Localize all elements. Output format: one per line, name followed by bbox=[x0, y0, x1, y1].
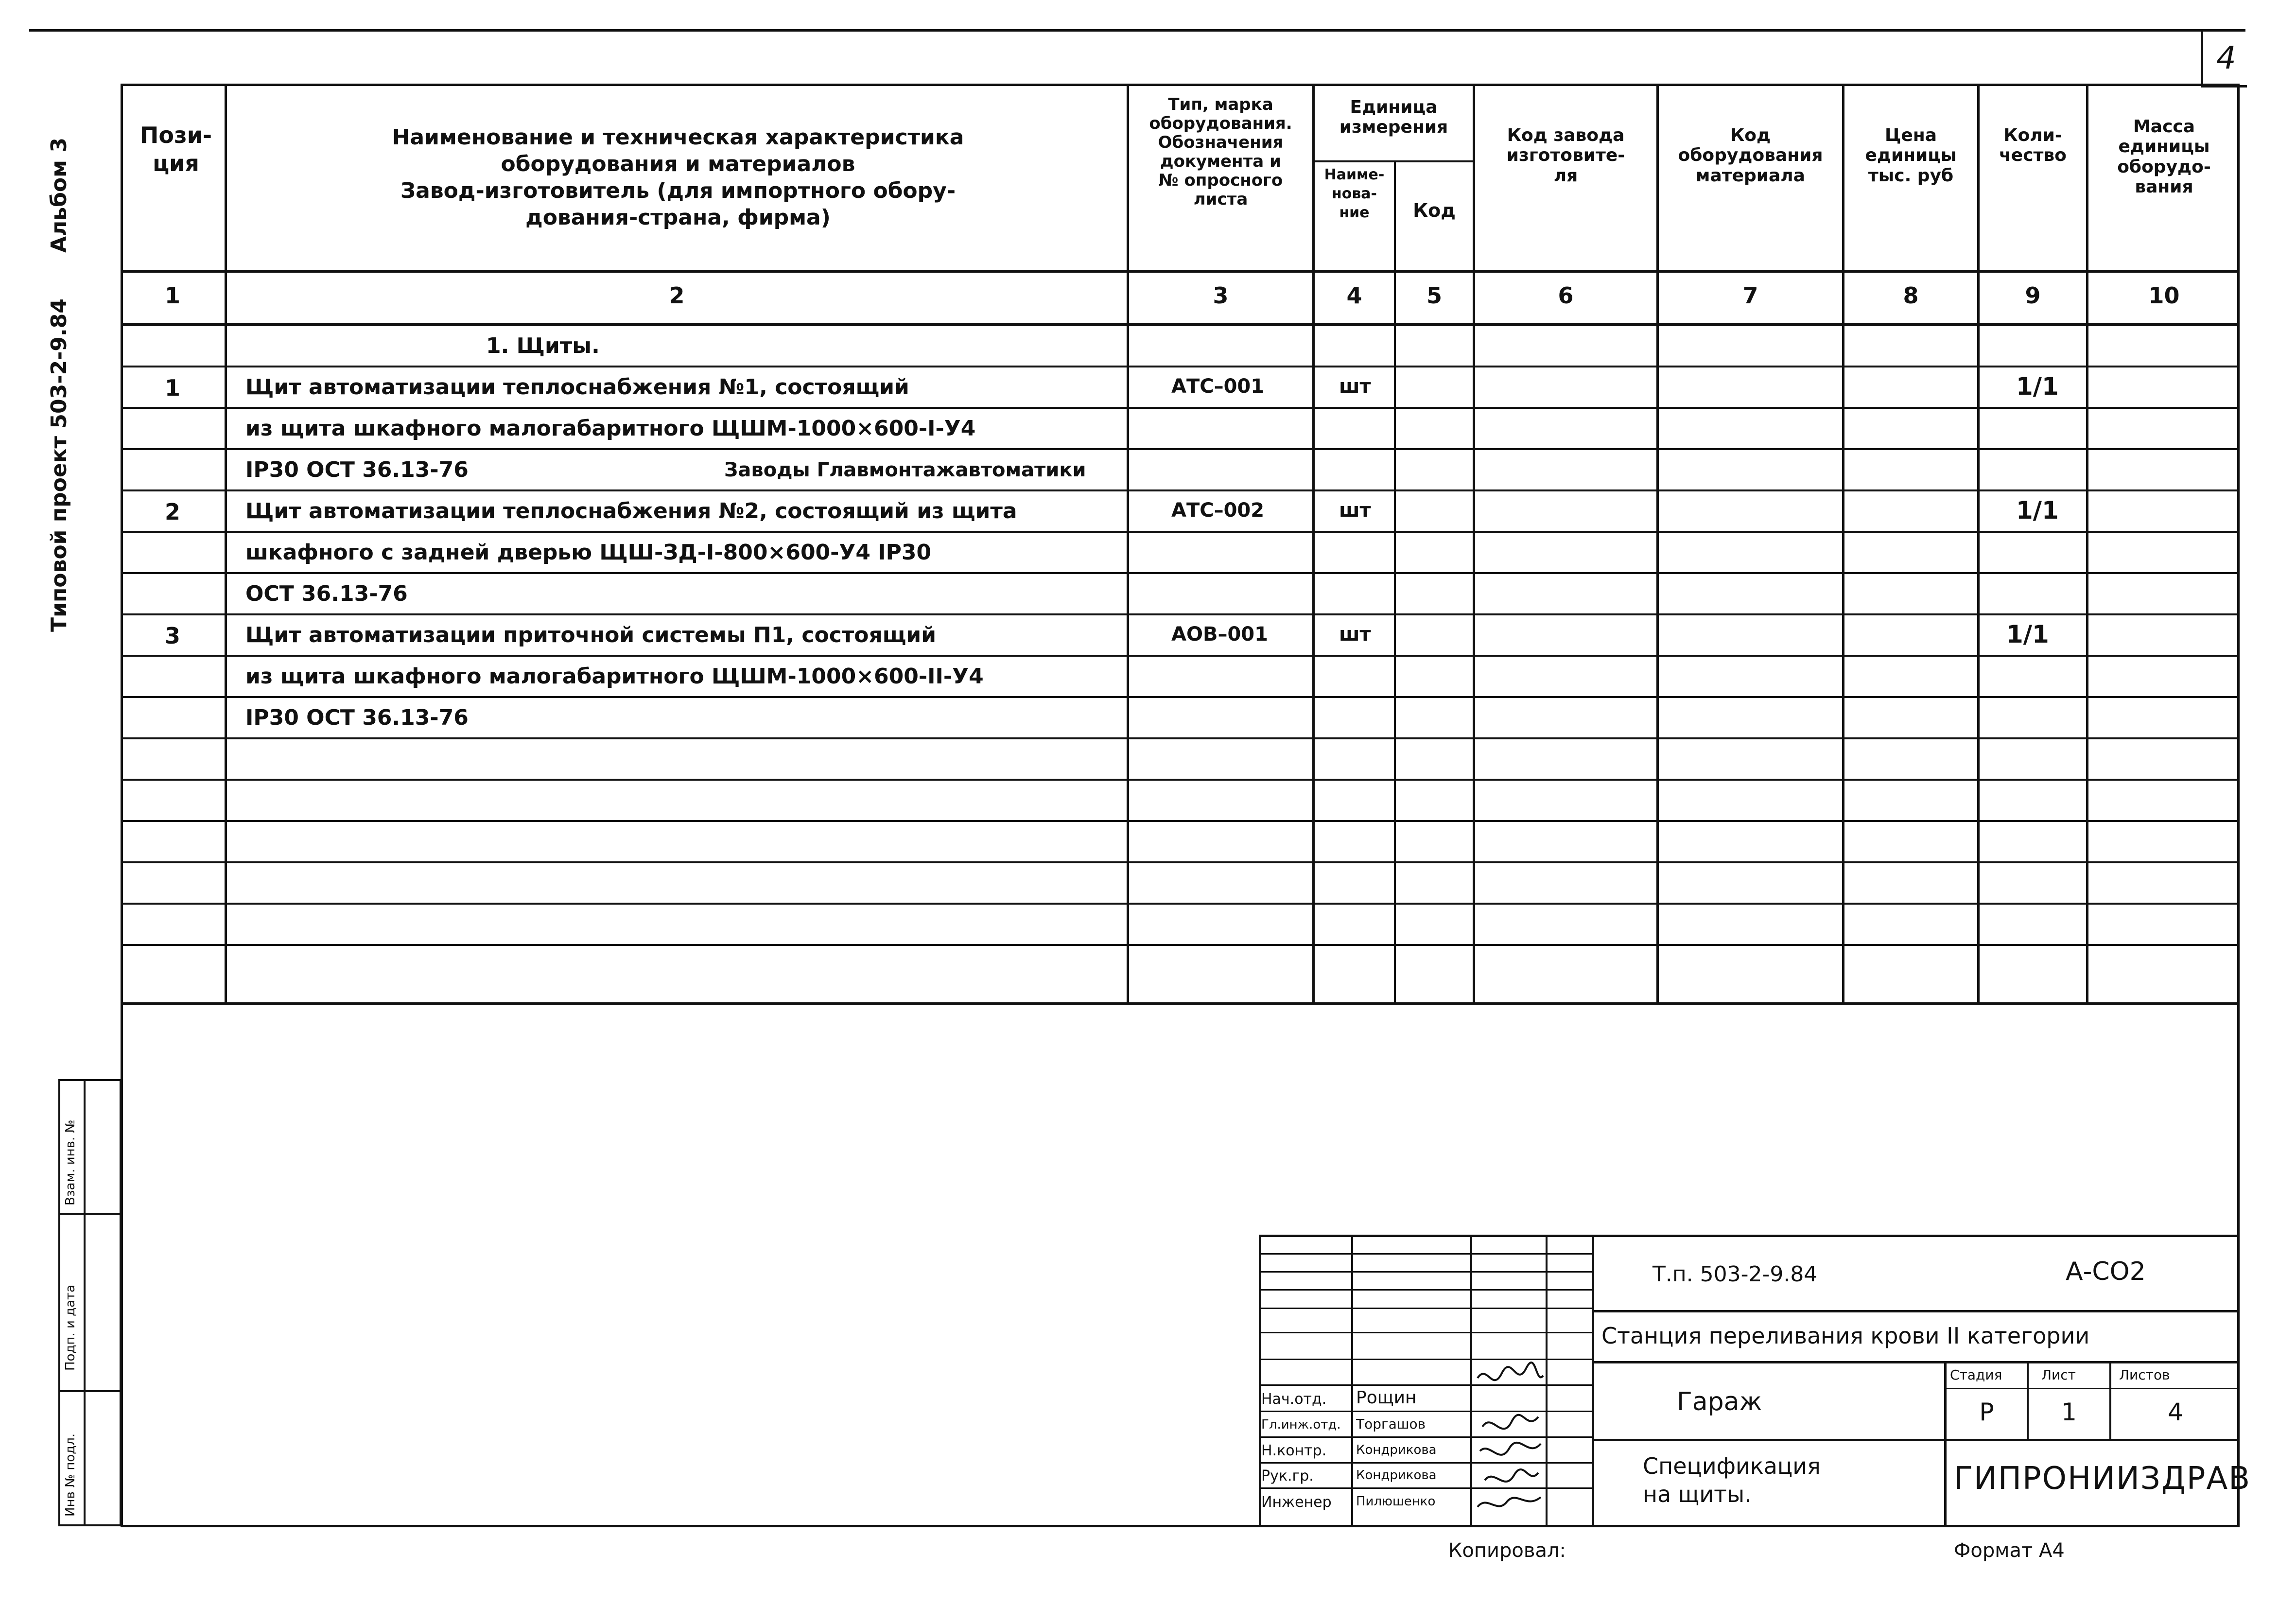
tb-h bbox=[1259, 1271, 1594, 1273]
col-line-6 bbox=[1656, 84, 1659, 1005]
row-pos: 2 bbox=[164, 499, 180, 525]
row-line bbox=[121, 531, 2240, 533]
row-qty: 1/1 bbox=[2016, 496, 2059, 524]
row-line bbox=[121, 737, 2240, 739]
header-mass: Масса единицы оборудо- вания bbox=[2117, 117, 2211, 197]
tb-stage: Р bbox=[1979, 1398, 1994, 1426]
tb-h bbox=[1259, 1253, 1594, 1255]
row-name: из щита шкафного малогабаритного ЩШМ-1000×600-I-У4 bbox=[245, 416, 976, 441]
tb-sheet: 1 bbox=[2061, 1398, 2077, 1426]
col-num-7: 7 bbox=[1742, 282, 1758, 309]
row-name: шкафного с задней дверью ЩШ-ЗД-I-800×600-У4 IP30 bbox=[245, 540, 932, 565]
header-unit-code: Код bbox=[1413, 200, 1456, 221]
row-name: из щита шкафного малогабаритного ЩШМ-1000×600-II-У4 bbox=[245, 664, 984, 689]
row-line bbox=[121, 407, 2240, 409]
row-type: АОВ–001 bbox=[1171, 623, 1268, 646]
col-line-5 bbox=[1473, 84, 1475, 1005]
row-line bbox=[121, 696, 2240, 698]
tb-sheet-label: Лист bbox=[2041, 1367, 2076, 1383]
header-quantity: Коли- чество bbox=[1999, 125, 2067, 166]
sig-name: Кондрикова bbox=[1356, 1443, 1437, 1457]
footer-copied: Копировал: bbox=[1448, 1539, 1566, 1562]
sig-role: Гл.инж.отд. bbox=[1261, 1417, 1341, 1432]
footer-format: Формат А4 bbox=[1954, 1539, 2065, 1562]
row-type: АТС–001 bbox=[1171, 375, 1265, 398]
row-qty: 1/1 bbox=[2016, 372, 2059, 401]
row-line bbox=[121, 903, 2240, 905]
tb-v1 bbox=[1351, 1235, 1353, 1527]
col-num-4: 4 bbox=[1346, 282, 1362, 309]
page-box-left bbox=[2201, 29, 2203, 87]
row-line-last bbox=[121, 1002, 2240, 1005]
stamp-inv-no: Инв № подл. bbox=[63, 1433, 78, 1517]
col-line-2 bbox=[1127, 84, 1129, 1005]
col-line-8 bbox=[1977, 84, 1980, 1005]
header-unit: Единица измерения bbox=[1339, 97, 1448, 138]
row-line bbox=[121, 489, 2240, 491]
col-num-1: 1 bbox=[164, 282, 180, 309]
sig-name: Кондрикова bbox=[1356, 1468, 1437, 1483]
header-bottom-line bbox=[121, 270, 2240, 273]
tb-doc-title: Спецификация на щиты. bbox=[1643, 1453, 1821, 1507]
col-num-8: 8 bbox=[1903, 282, 1919, 309]
row-name: ОСТ 36.13-76 bbox=[245, 581, 408, 606]
row-name: Щит автоматизации теплоснабжения №1, состоящий bbox=[245, 375, 909, 400]
sig-name: Пилюшенко bbox=[1356, 1494, 1436, 1509]
row-pos: 1 bbox=[164, 375, 180, 401]
tb-v-stage bbox=[1944, 1361, 1947, 1527]
sig-role: Н.контр. bbox=[1261, 1442, 1327, 1459]
tb-h-stage-labels bbox=[1944, 1388, 2240, 1389]
stamp-replaces: Взам. инв. № bbox=[63, 1119, 78, 1205]
side-label-album: Альбом 3 bbox=[47, 138, 71, 253]
col-line-7 bbox=[1842, 84, 1844, 1005]
tb-object: Гараж bbox=[1677, 1387, 1762, 1416]
stamp-divider-h1 bbox=[58, 1213, 122, 1215]
tb-v2 bbox=[1470, 1235, 1472, 1527]
col-num-9: 9 bbox=[2025, 282, 2041, 309]
signature-scribbles bbox=[1473, 1359, 1546, 1519]
sig-role: Инженер bbox=[1261, 1494, 1332, 1511]
row-line bbox=[121, 448, 2240, 450]
row-line bbox=[121, 820, 2240, 822]
tb-h bbox=[1259, 1332, 1594, 1333]
row-name: IP30 ОСТ 36.13-76 bbox=[245, 457, 469, 482]
col-num-10: 10 bbox=[2148, 282, 2180, 309]
tb-sheets: 4 bbox=[2168, 1398, 2183, 1426]
stamp-sign-date: Подп. и дата bbox=[63, 1284, 78, 1371]
sig-role: Рук.гр. bbox=[1261, 1467, 1314, 1485]
col-num-6: 6 bbox=[1558, 282, 1574, 309]
sig-name: Торгашов bbox=[1356, 1416, 1426, 1432]
header-unit-name: Наиме- нова- ние bbox=[1324, 166, 1385, 221]
header-position: Пози- ция bbox=[139, 122, 212, 176]
row-unit: шт bbox=[1339, 623, 1371, 646]
col-line-1 bbox=[225, 84, 227, 1005]
section-heading: 1. Щиты. bbox=[486, 333, 600, 358]
row-type: АТС–002 bbox=[1171, 499, 1265, 522]
row-line bbox=[121, 944, 2240, 946]
header-factory-code: Код завода изготовите- ля bbox=[1506, 125, 1625, 186]
tb-organization: ГИПРОНИИЗДРАВ bbox=[1954, 1461, 2251, 1497]
row-qty: 1/1 bbox=[2006, 620, 2049, 648]
header-name: Наименование и техническая характеристика оборудования и материалов Завод-изготовитель (для импортного обору- дования-страна, фирма) bbox=[392, 125, 964, 230]
col-num-2: 2 bbox=[669, 282, 685, 309]
row-pos: 3 bbox=[164, 623, 180, 649]
col-line-9 bbox=[2086, 84, 2088, 1005]
row-line bbox=[121, 655, 2240, 657]
tb-project-title: Станция переливания крови II категории bbox=[1601, 1323, 2090, 1349]
top-border bbox=[29, 29, 2245, 32]
col-num-3: 3 bbox=[1213, 282, 1229, 309]
stamp-divider-h2 bbox=[58, 1390, 122, 1392]
unit-split-line bbox=[1312, 160, 1474, 162]
tb-h bbox=[1259, 1308, 1594, 1309]
tb-doc-code: Т.п. 503-2-9.84 bbox=[1652, 1262, 1818, 1287]
row-line bbox=[121, 613, 2240, 615]
page-number: 4 bbox=[2216, 40, 2236, 76]
tb-h-project bbox=[1594, 1361, 2240, 1363]
sig-role: Нач.отд. bbox=[1261, 1391, 1327, 1408]
row-unit: шт bbox=[1339, 375, 1371, 398]
tb-stage-label: Стадия bbox=[1950, 1367, 2002, 1383]
tb-sheets-label: Листов bbox=[2119, 1367, 2170, 1383]
header-type: Тип, марка оборудования. Обозначения документа и № опросного листа bbox=[1149, 95, 1292, 210]
row-name: IP30 ОСТ 36.13-76 bbox=[245, 705, 469, 730]
row-name: Щит автоматизации теплоснабжения №2, состоящий из щита bbox=[245, 499, 1017, 524]
tb-h-object bbox=[1594, 1439, 2240, 1441]
tb-h bbox=[1259, 1289, 1594, 1291]
tb-h-code bbox=[1594, 1310, 2240, 1312]
tb-v4 bbox=[1592, 1235, 1594, 1527]
sig-name: Рощин bbox=[1356, 1388, 1417, 1408]
row-line bbox=[121, 861, 2240, 863]
row-line bbox=[121, 572, 2240, 574]
number-row-bottom bbox=[121, 323, 2240, 326]
side-label-project: Типовой проект 503-2-9.84 bbox=[47, 298, 71, 632]
tb-v3 bbox=[1546, 1235, 1548, 1527]
row-name: Щит автоматизации приточной системы П1, состоящий bbox=[245, 623, 937, 647]
header-price: Цена единицы тыс. руб bbox=[1865, 125, 1957, 186]
row-extra: Заводы Главмонтажавтоматики bbox=[724, 459, 1086, 481]
header-equipment-code: Код оборудования материала bbox=[1678, 125, 1823, 186]
row-line bbox=[121, 366, 2240, 367]
col-num-5: 5 bbox=[1426, 282, 1442, 309]
stamp-divider bbox=[84, 1079, 86, 1526]
row-unit: шт bbox=[1339, 499, 1371, 522]
row-line bbox=[121, 779, 2240, 781]
tb-sheet-code: А-СО2 bbox=[2066, 1257, 2146, 1286]
